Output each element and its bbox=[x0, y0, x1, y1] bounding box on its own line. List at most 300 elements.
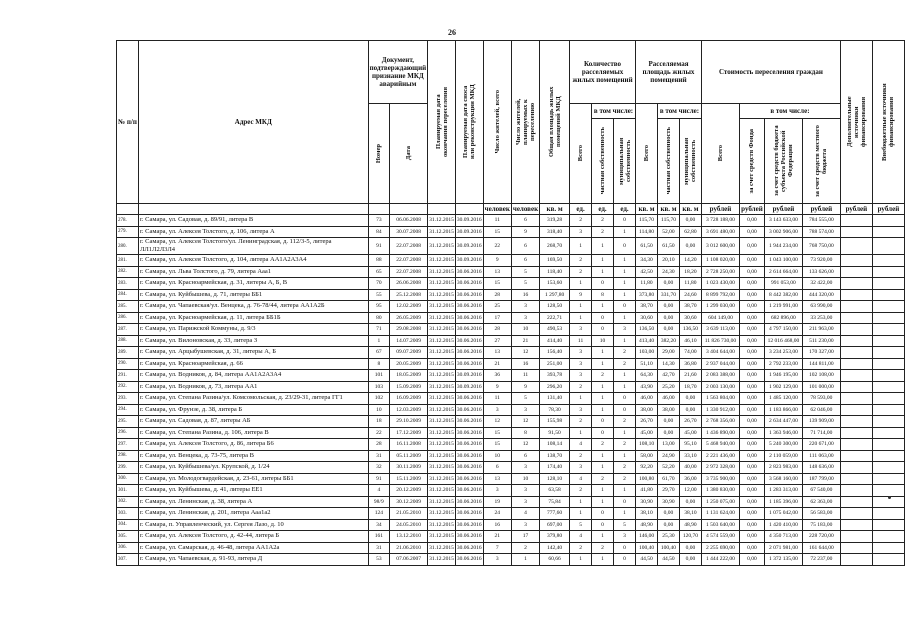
unit-cell: рублей bbox=[764, 204, 802, 215]
value-cell: 30.06.2016 bbox=[455, 289, 483, 301]
value-cell: 8 bbox=[368, 358, 389, 370]
value-cell: 2 bbox=[614, 358, 636, 370]
value-cell: 11 bbox=[570, 335, 592, 347]
extra-sources-cell bbox=[840, 393, 872, 405]
header-area-municipal: муниципальная собственность bbox=[679, 119, 701, 204]
row-number: 296. bbox=[117, 427, 139, 439]
value-cell: 42,50 bbox=[636, 266, 658, 278]
value-cell: 5 bbox=[614, 519, 636, 531]
value-cell: 444 320,00 bbox=[802, 289, 840, 301]
value-cell: 16.09.2009 bbox=[390, 393, 428, 405]
value-cell: 31.12.2015 bbox=[428, 370, 456, 382]
value-cell: 0,00 bbox=[739, 335, 764, 347]
value-cell: 13 bbox=[483, 473, 511, 485]
value-cell: 21 bbox=[483, 531, 511, 543]
value-cell: 1 bbox=[592, 462, 614, 474]
value-cell: 30.06.2016 bbox=[455, 266, 483, 278]
value-cell: 24,30 bbox=[658, 266, 680, 278]
value-cell: 30,90 bbox=[658, 496, 680, 508]
value-cell: 91,50 bbox=[540, 427, 570, 439]
value-cell: 3 bbox=[570, 226, 592, 238]
value-cell: 124 bbox=[368, 508, 389, 520]
offbudget-cell bbox=[872, 450, 904, 462]
address-cell: г. Самара, ул. Арцыбушевская, д. 31, литеры А, Б bbox=[138, 347, 368, 359]
value-cell: 6 bbox=[511, 450, 539, 462]
value-cell: 3 bbox=[614, 531, 636, 543]
extra-sources-cell bbox=[840, 519, 872, 531]
offbudget-cell bbox=[872, 554, 904, 566]
value-cell: 0,00 bbox=[739, 312, 764, 324]
table-row bbox=[117, 278, 905, 290]
value-cell: 1 485 120,00 bbox=[764, 393, 802, 405]
value-cell: 2 083 388,00 bbox=[701, 370, 739, 382]
value-cell: 1 131 624,00 bbox=[701, 508, 739, 520]
value-cell: 7 bbox=[483, 542, 511, 554]
value-cell: 2 bbox=[592, 542, 614, 554]
value-cell: 1 330 912,00 bbox=[701, 404, 739, 416]
value-cell: 211 963,00 bbox=[802, 324, 840, 336]
value-cell: 29.10.2009 bbox=[390, 416, 428, 428]
offbudget-cell bbox=[872, 508, 904, 520]
value-cell: 0,00 bbox=[739, 531, 764, 543]
value-cell: 38,10 bbox=[636, 508, 658, 520]
unit-cell: человек bbox=[512, 205, 539, 213]
value-cell: 1 bbox=[570, 427, 592, 439]
value-cell: 268,70 bbox=[540, 238, 570, 255]
value-cell: 30.06.2016 bbox=[455, 439, 483, 451]
value-cell: 52,20 bbox=[658, 462, 680, 474]
value-cell: 1 bbox=[614, 289, 636, 301]
table-row bbox=[117, 439, 905, 451]
value-cell: 1 bbox=[570, 508, 592, 520]
value-cell: 38,00 bbox=[636, 404, 658, 416]
value-cell: 5 240 300,00 bbox=[764, 439, 802, 451]
value-cell: 1 bbox=[592, 450, 614, 462]
value-cell: 11 826 730,00 bbox=[701, 335, 739, 347]
extra-sources-cell bbox=[840, 416, 872, 428]
value-cell: 0,00 bbox=[739, 255, 764, 267]
value-cell: 1 bbox=[570, 312, 592, 324]
value-cell: 120,70 bbox=[679, 531, 701, 543]
value-cell: 30.09.2016 bbox=[455, 381, 483, 393]
value-cell: 29,00 bbox=[658, 347, 680, 359]
value-cell: 16 bbox=[511, 358, 539, 370]
value-cell: 63,58 bbox=[540, 485, 570, 497]
value-cell: 4 bbox=[511, 508, 539, 520]
unit-cell: рублей bbox=[701, 204, 739, 215]
offbudget-cell bbox=[872, 335, 904, 347]
value-cell: 55 bbox=[368, 289, 389, 301]
unit-cell: человек bbox=[484, 205, 510, 213]
value-cell: 10 bbox=[511, 324, 539, 336]
value-cell: 46,00 bbox=[658, 393, 680, 405]
value-cell: 3 bbox=[511, 404, 539, 416]
header-document: Документ, подтверждающий признание МКД аварийным bbox=[368, 41, 428, 104]
value-cell: 100,40 bbox=[658, 542, 680, 554]
value-cell: 1 902 129,00 bbox=[764, 381, 802, 393]
value-cell: 0,00 bbox=[658, 416, 680, 428]
value-cell: 16 bbox=[511, 289, 539, 301]
value-cell: 0,00 bbox=[739, 485, 764, 497]
value-cell: 115,70 bbox=[658, 215, 680, 227]
value-cell: 18 bbox=[368, 416, 389, 428]
value-cell: 2 003 130,00 bbox=[701, 381, 739, 393]
extra-sources-cell bbox=[840, 404, 872, 416]
value-cell: 3 bbox=[511, 519, 539, 531]
value-cell: 0,00 bbox=[679, 215, 701, 227]
extra-sources-cell bbox=[840, 266, 872, 278]
header-extra-sources: Дополнительные источники финансирования bbox=[840, 41, 872, 204]
value-cell: 13 bbox=[483, 347, 511, 359]
value-cell: 8 899 792,00 bbox=[701, 289, 739, 301]
header-rooms-private: частная собственность bbox=[592, 119, 614, 204]
value-cell: 30.06.2016 bbox=[455, 473, 483, 485]
value-cell: 2 bbox=[511, 542, 539, 554]
value-cell: 103,00 bbox=[636, 347, 658, 359]
value-cell: 38,10 bbox=[679, 508, 701, 520]
value-cell: 373,80 bbox=[636, 289, 658, 301]
value-cell: 1 bbox=[592, 301, 614, 313]
value-cell: 15 bbox=[483, 427, 511, 439]
value-cell: 30.06.2016 bbox=[455, 301, 483, 313]
address-cell: г. Самара, ул. Куйбышева, д. 41, литеры ЕЕ1 bbox=[138, 485, 368, 497]
value-cell: 2 bbox=[570, 215, 592, 227]
value-cell: 2 255 690,00 bbox=[701, 542, 739, 554]
value-cell: 32 422,00 bbox=[802, 278, 840, 290]
value-cell: 18,70 bbox=[679, 381, 701, 393]
extra-sources-cell bbox=[840, 289, 872, 301]
value-cell: 0 bbox=[614, 496, 636, 508]
value-cell: 30.06.2016 bbox=[455, 358, 483, 370]
value-cell: 393,78 bbox=[540, 370, 570, 382]
row-number: 281. bbox=[117, 255, 139, 267]
page-number: 26 bbox=[448, 28, 456, 37]
value-cell: 30.06.2016 bbox=[455, 347, 483, 359]
value-cell: 17 bbox=[483, 312, 511, 324]
value-cell: 22.07.2008 bbox=[390, 255, 428, 267]
value-cell: 1 108 020,00 bbox=[701, 255, 739, 267]
value-cell: 73 920,00 bbox=[802, 255, 840, 267]
value-cell: 133 626,00 bbox=[802, 266, 840, 278]
value-cell: 697,00 bbox=[540, 519, 570, 531]
extra-sources-cell bbox=[840, 496, 872, 508]
value-cell: 25,20 bbox=[658, 381, 680, 393]
value-cell: 131,40 bbox=[540, 393, 570, 405]
value-cell: 490,53 bbox=[540, 324, 570, 336]
value-cell: 1 bbox=[570, 238, 592, 255]
units-row bbox=[117, 204, 905, 215]
offbudget-cell bbox=[872, 278, 904, 290]
value-cell: 30,60 bbox=[679, 312, 701, 324]
value-cell: 6 bbox=[511, 215, 539, 227]
table-row bbox=[117, 358, 905, 370]
value-cell: 1 bbox=[592, 485, 614, 497]
value-cell: 15.11.2009 bbox=[390, 473, 428, 485]
table-row bbox=[117, 347, 905, 359]
value-cell: 3 bbox=[614, 324, 636, 336]
table-row bbox=[117, 381, 905, 393]
value-cell: 40,00 bbox=[679, 462, 701, 474]
table-row bbox=[117, 404, 905, 416]
value-cell: 48,90 bbox=[679, 519, 701, 531]
value-cell: 30.06.2016 bbox=[455, 324, 483, 336]
value-cell: 31.12.2015 bbox=[428, 416, 456, 428]
value-cell: 0 bbox=[614, 542, 636, 554]
extra-sources-cell bbox=[840, 473, 872, 485]
row-number: 292. bbox=[117, 381, 139, 393]
value-cell: 2 614 664,00 bbox=[764, 266, 802, 278]
value-cell: 22 bbox=[483, 238, 511, 255]
offbudget-cell bbox=[872, 370, 904, 382]
row-number: 285. bbox=[117, 301, 139, 313]
value-cell: 05.11.2009 bbox=[390, 450, 428, 462]
value-cell: 1 436 890,00 bbox=[701, 427, 739, 439]
value-cell: 0 bbox=[614, 238, 636, 255]
value-cell: 0 bbox=[592, 416, 614, 428]
header-address: Адрес МКД bbox=[138, 41, 368, 204]
offbudget-cell bbox=[872, 473, 904, 485]
value-cell: 101 bbox=[368, 370, 389, 382]
value-cell: 78,30 bbox=[540, 404, 570, 416]
value-cell: 75 183,00 bbox=[802, 519, 840, 531]
value-cell: 31.12.2015 bbox=[428, 462, 456, 474]
header-planned-date: Планируемая дата окончания переселения bbox=[428, 41, 456, 204]
value-cell: 91 bbox=[368, 238, 389, 255]
value-cell: 26,70 bbox=[679, 416, 701, 428]
value-cell: 10 bbox=[368, 404, 389, 416]
table-row bbox=[117, 215, 905, 227]
extra-sources-cell bbox=[840, 226, 872, 238]
value-cell: 0,00 bbox=[658, 324, 680, 336]
value-cell: 22.07.2008 bbox=[390, 266, 428, 278]
value-cell: 1 bbox=[592, 381, 614, 393]
value-cell: 3 002 906,00 bbox=[764, 226, 802, 238]
table-row bbox=[117, 427, 905, 439]
header-area-group: Расселяемая площадь жилых помещений bbox=[636, 41, 702, 104]
value-cell: 43,90 bbox=[636, 381, 658, 393]
value-cell: 17 bbox=[511, 531, 539, 543]
offbudget-cell bbox=[872, 439, 904, 451]
value-cell: 1 299 030,00 bbox=[701, 301, 739, 313]
value-cell: 187 799,00 bbox=[802, 473, 840, 485]
value-cell: 71 714,00 bbox=[802, 427, 840, 439]
value-cell: 31.12.2015 bbox=[428, 255, 456, 267]
value-cell: 45,00 bbox=[679, 427, 701, 439]
unit-cell: кв. м bbox=[658, 204, 680, 215]
value-cell: 30,90 bbox=[636, 496, 658, 508]
value-cell: 31.12.2015 bbox=[428, 427, 456, 439]
value-cell: 3 bbox=[511, 485, 539, 497]
value-cell: 07.06.2007 bbox=[390, 554, 428, 566]
header-residents: Число жителей, всего bbox=[483, 41, 511, 204]
value-cell: 1 219 991,00 bbox=[764, 301, 802, 313]
value-cell: 31.12.2015 bbox=[428, 473, 456, 485]
value-cell: 1 563 804,00 bbox=[701, 393, 739, 405]
value-cell: 16.11.2008 bbox=[390, 439, 428, 451]
value-cell: 31.12.2015 bbox=[428, 266, 456, 278]
value-cell: 30.06.2016 bbox=[455, 312, 483, 324]
value-cell: 1 380 830,00 bbox=[701, 485, 739, 497]
value-cell: 14,30 bbox=[658, 358, 680, 370]
value-cell: 24,90 bbox=[658, 450, 680, 462]
table-row bbox=[117, 450, 905, 462]
value-cell: 170 327,00 bbox=[802, 347, 840, 359]
value-cell: 5 468 940,00 bbox=[701, 439, 739, 451]
table-row bbox=[117, 335, 905, 347]
value-cell: 1 bbox=[368, 335, 389, 347]
value-cell: 71 bbox=[368, 324, 389, 336]
table-row bbox=[117, 508, 905, 520]
value-cell: 0,00 bbox=[679, 393, 701, 405]
value-cell: 777,60 bbox=[540, 508, 570, 520]
offbudget-cell bbox=[872, 531, 904, 543]
value-cell: 222,71 bbox=[540, 312, 570, 324]
value-cell: 2 728 250,00 bbox=[701, 266, 739, 278]
table-row bbox=[117, 531, 905, 543]
value-cell: 144 811,00 bbox=[802, 358, 840, 370]
value-cell: 30.06.2016 bbox=[455, 404, 483, 416]
value-cell: 30.06.2016 bbox=[455, 519, 483, 531]
value-cell: 0,00 bbox=[739, 473, 764, 485]
row-number: 284. bbox=[117, 289, 139, 301]
value-cell: 0,00 bbox=[679, 496, 701, 508]
value-cell: 11,80 bbox=[679, 278, 701, 290]
offbudget-cell bbox=[872, 404, 904, 416]
extra-sources-cell bbox=[840, 531, 872, 543]
value-cell: 0 bbox=[614, 215, 636, 227]
table-row bbox=[117, 324, 905, 336]
table-row bbox=[117, 496, 905, 508]
value-cell: 3 568 160,00 bbox=[764, 473, 802, 485]
value-cell: 6 bbox=[511, 255, 539, 267]
value-cell: 8 bbox=[511, 427, 539, 439]
value-cell: 1 023 430,00 bbox=[701, 278, 739, 290]
value-cell: 20,10 bbox=[658, 255, 680, 267]
value-cell: 3 234 253,00 bbox=[764, 347, 802, 359]
value-cell: 3 143 633,00 bbox=[764, 215, 802, 227]
value-cell: 15 bbox=[483, 278, 511, 290]
value-cell: 31.12.2015 bbox=[428, 393, 456, 405]
header-doc-number: Номер bbox=[368, 104, 389, 204]
address-cell: г. Самара, ул. Садовая, д. 87, литеры АБ bbox=[138, 416, 368, 428]
value-cell: 58,00 bbox=[636, 450, 658, 462]
extra-sources-cell bbox=[840, 462, 872, 474]
offbudget-cell bbox=[872, 347, 904, 359]
value-cell: 30,60 bbox=[636, 312, 658, 324]
value-cell: 78 593,00 bbox=[802, 393, 840, 405]
value-cell: 11,80 bbox=[636, 278, 658, 290]
value-cell: 604 149,00 bbox=[701, 312, 739, 324]
value-cell: 220 671,00 bbox=[802, 439, 840, 451]
value-cell: 0,00 bbox=[658, 301, 680, 313]
value-cell: 0,00 bbox=[739, 496, 764, 508]
row-number: 279. bbox=[117, 226, 139, 238]
value-cell: 118,40 bbox=[540, 266, 570, 278]
value-cell: 31.12.2015 bbox=[428, 215, 456, 227]
table-row bbox=[117, 226, 905, 238]
value-cell: 1 bbox=[592, 531, 614, 543]
value-cell: 18.05.2009 bbox=[390, 370, 428, 382]
value-cell: 30.09.2016 bbox=[455, 370, 483, 382]
header-residents-planned: Число жителей, планируемых к переселению bbox=[511, 41, 539, 204]
value-cell: 21 bbox=[511, 335, 539, 347]
value-cell: 30.06.2016 bbox=[455, 542, 483, 554]
offbudget-cell bbox=[872, 324, 904, 336]
value-cell: 382,20 bbox=[658, 335, 680, 347]
value-cell: 0,00 bbox=[739, 278, 764, 290]
row-number: 306. bbox=[117, 542, 139, 554]
row-number: 305. bbox=[117, 531, 139, 543]
value-cell: 0 bbox=[592, 324, 614, 336]
address-cell: г. Самара, ул. Куйбышева, д. 71, литеры ББ1 bbox=[138, 289, 368, 301]
value-cell: 0,00 bbox=[739, 554, 764, 566]
value-cell: 21 bbox=[483, 358, 511, 370]
value-cell: 0,00 bbox=[739, 215, 764, 227]
value-cell: 161 644,00 bbox=[802, 542, 840, 554]
value-cell: 65 bbox=[368, 266, 389, 278]
value-cell: 331,70 bbox=[658, 289, 680, 301]
value-cell: 1 183 866,00 bbox=[764, 404, 802, 416]
value-cell: 3 012 600,00 bbox=[701, 238, 739, 255]
value-cell: 98/9 bbox=[368, 496, 389, 508]
value-cell: 114,80 bbox=[636, 226, 658, 238]
value-cell: 31.12.2015 bbox=[428, 312, 456, 324]
value-cell: 0,00 bbox=[739, 393, 764, 405]
value-cell: 2 bbox=[592, 226, 614, 238]
row-number: 283. bbox=[117, 278, 139, 290]
header-cost-group: Стоимость переселения граждан bbox=[701, 41, 840, 104]
value-cell: 88 bbox=[368, 255, 389, 267]
row-number: 303. bbox=[117, 508, 139, 520]
value-cell: 2 071 981,00 bbox=[764, 542, 802, 554]
value-cell: 16 bbox=[483, 519, 511, 531]
offbudget-cell bbox=[872, 255, 904, 267]
row-number: 280. bbox=[117, 238, 139, 255]
value-cell: 1 283 313,00 bbox=[764, 485, 802, 497]
value-cell: 103 bbox=[368, 381, 389, 393]
value-cell: 36 bbox=[483, 370, 511, 382]
value-cell: 30.09.2016 bbox=[455, 238, 483, 255]
value-cell: 1 944 234,00 bbox=[764, 238, 802, 255]
value-cell: 15 bbox=[483, 439, 511, 451]
value-cell: 28 bbox=[483, 289, 511, 301]
value-cell: 12.03.2009 bbox=[390, 404, 428, 416]
value-cell: 4 bbox=[570, 531, 592, 543]
value-cell: 3 bbox=[570, 462, 592, 474]
value-cell: 0,00 bbox=[739, 427, 764, 439]
value-cell: 62 363,00 bbox=[802, 496, 840, 508]
value-cell: 1 bbox=[592, 393, 614, 405]
header-cost-including: в том числе: bbox=[739, 104, 840, 119]
value-cell: 30.06.2016 bbox=[455, 531, 483, 543]
value-cell: 1 bbox=[592, 238, 614, 255]
value-cell: 56 583,00 bbox=[802, 508, 840, 520]
unit-cell: ед. bbox=[614, 204, 636, 215]
value-cell: 111 063,00 bbox=[802, 450, 840, 462]
row-number: 291. bbox=[117, 370, 139, 382]
row-number: 297. bbox=[117, 439, 139, 451]
value-cell: 2 110 059,00 bbox=[764, 450, 802, 462]
value-cell: 0,00 bbox=[679, 554, 701, 566]
value-cell: 0,00 bbox=[739, 370, 764, 382]
value-cell: 4 bbox=[570, 473, 592, 485]
value-cell: 108,10 bbox=[636, 439, 658, 451]
value-cell: 146,00 bbox=[636, 531, 658, 543]
value-cell: 31.12.2015 bbox=[428, 554, 456, 566]
unit-cell: рублей bbox=[872, 204, 904, 215]
value-cell: 9 bbox=[570, 289, 592, 301]
value-cell: 0,00 bbox=[739, 462, 764, 474]
